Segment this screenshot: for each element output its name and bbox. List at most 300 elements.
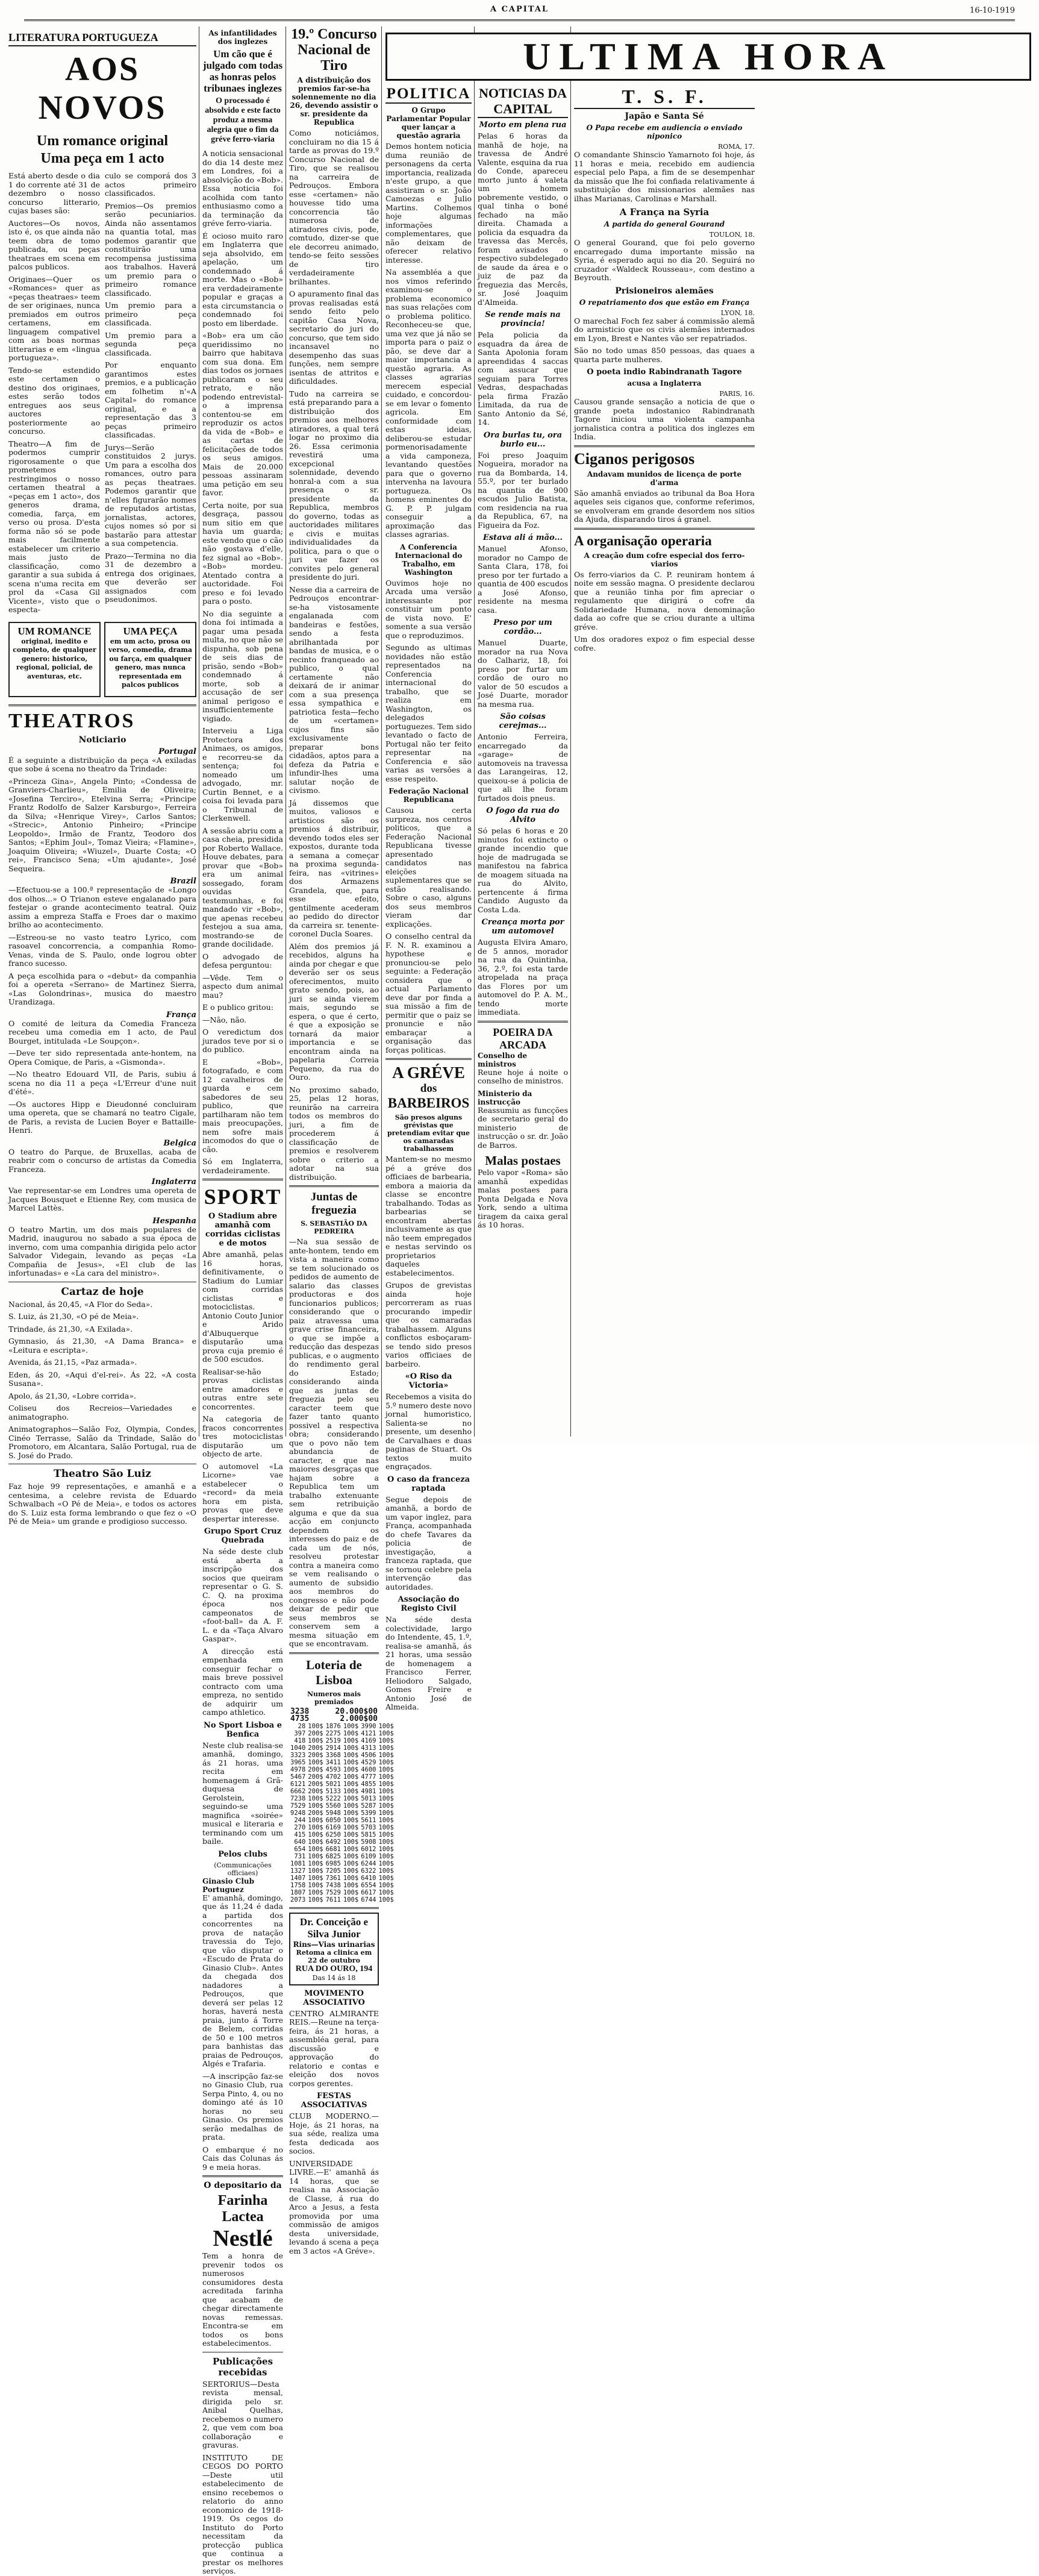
body-paragraph: Por enquanto garantimos estes premios, e a publicação em folhetim n'«A Capital» do romance original, e a representação das 3 peças primeiro classificadas.: [105, 360, 196, 439]
body-paragraph: SERTORIUS—Desta revista mensal, dirigida pelo sr. Anibal Quelhas, recebemos o numero 2, que vem com boa collaboração e gravuras.: [202, 2379, 283, 2449]
body-paragraph: Realisar-se-hão provas ciclistas entre amadores e outras entre sete concorrentes.: [202, 1367, 283, 1411]
subhead: A Conferencia Internacional do Trabalho, em Washington: [395, 542, 463, 577]
body-paragraph: O advogado de defesa perguntou:: [202, 951, 283, 970]
subhead: Associação do Registo Civil: [398, 1595, 460, 1613]
lottery-prize: 100$: [378, 1802, 394, 1810]
box-uma-peca: [104, 622, 196, 697]
lottery-prize: 100$: [378, 1860, 394, 1867]
lottery-prize: 100$: [343, 1867, 359, 1875]
section-festas: FESTAS ASSOCIATIVAS: [301, 2092, 367, 2110]
section-movimento: MOVIMENTO ASSOCIATIVO: [303, 1988, 365, 2007]
lottery-number: 270: [294, 1823, 306, 1831]
body-paragraph: Só em Inglaterra, verdadeiramente.: [202, 1157, 283, 1175]
lottery-number: 9248: [290, 1809, 306, 1817]
lottery-number: 7361: [325, 1874, 341, 1882]
lottery-prize: 100$: [308, 1794, 323, 1802]
lottery-top-table: [289, 1708, 379, 1723]
lottery-number: 3411: [325, 1758, 341, 1766]
doctor-hours: Das 14 ás 18: [312, 1973, 356, 1982]
body-paragraph: Augusta Elvira Amaro, de 5 annos, morador na rua da Quintinha, 36, 2.º, foi esta tarde atropelada na praça das Flores por um automovel do P. A. M., tendo morte immediata.: [478, 938, 568, 1017]
lottery-number: 6825: [325, 1852, 341, 1860]
body-paragraph: O general Gourand, que foi pelo governo encarregado duma importante missão na Syria, é esperado aqui no dia 20. Seguirá no cruzador «Waldeck Rousseau», com destino a Beyrouth.: [574, 238, 755, 282]
subhead: O fogo da rua do Alvito: [486, 806, 560, 824]
body-paragraph: Já dissemos que muitos, valiosos e artisticos são os premios á distribuir, devendo todos eles ser expostos, durante toda a semana a começar na proxima segunda-feira, nas «vitrines» dos Armazens Grandela, que, para esse efeito, gentilmente acederam ao pedido do director da carreira sr. tenente-coronel Ducla Soares.: [289, 798, 379, 938]
lottery-prize: 100$: [343, 1773, 359, 1781]
subhead: Morto em plena rua: [479, 121, 567, 130]
lottery-prize: 100$: [343, 1831, 359, 1838]
lottery-prize: 100$: [378, 1874, 394, 1882]
lottery-number: 4855: [361, 1780, 376, 1788]
body-paragraph: Os ferro-viarios da C. P. reuniram hontem á noite em sessão magna. O presidente declarou que a reunião tinha por fim apreciar o regulamento que dirigirá o cofre da Solidariedade Humana, nova denominação dada ao cofre que se criou durante a ultima gréve.: [574, 569, 755, 631]
body-paragraph: Causou grande sensação a noticia de que o grande poeta indostanico Rabindranath Tagore iniciou uma violenta campanha jornalistica contra a politica dos inglezes em India.: [574, 397, 755, 441]
body-paragraph: O embarque é no Cais das Colunas ás 9 e meia horas.: [202, 2145, 283, 2172]
dateline: TOULON, 18.: [709, 231, 755, 239]
body-paragraph: Nesse dia a carreira de Pedrouços encontrar-se-ha vistosamente engalanada com bandeiras e festões, sendo a festa abrilhantada por bandas de musica, e o recinto franqueado ao publico, o qual certamente não deixará de ir animar com a sua presença essa sympathica e patriotica festa—fecho de um «certamen» cujos fins são exclusivamente preparar bons cidadãos, aptos para a defeza da Patria e infundir-lhes uma salutar noção de civismo.: [289, 584, 379, 795]
lottery-prize: 100$: [378, 1852, 394, 1860]
lottery-row: [289, 1795, 395, 1802]
doctor-note: Retoma a clinica em 22 de outubro: [296, 1948, 372, 1964]
subhead: Preso por um cordão...: [493, 618, 552, 636]
lottery-row: [289, 1723, 395, 1730]
body-paragraph: O comité de leitura da Comedia Franceza recebeu uma comedia em 1 acto, de Paul Bourget, intitulada «Le Soupçon».: [8, 1018, 196, 1045]
lottery-prize: 100$: [343, 1766, 359, 1773]
body-paragraph: Um dos oradores expoz o fim especial desse cofre.: [574, 635, 755, 653]
body-paragraph: Pelas 6 horas da manhã de hoje, na travessa de André Valente, esquina da rua do Conde, apareceu morto junto á valeta um homem pobremente vestido, o qual tinha o boné fechado na mão direita. Chamada a policia da esquadra da travessa das Mercês, foram avisados o respectivo subdelegado de saude da área e o juiz de paz da freguezia das Mercês, sr. José Joaquim d'Almeida.: [478, 131, 569, 307]
body-paragraph: Na séde deste club está aberta a inscripção dos socios que queiram representar o G. S. C. Q. na proxima época nos campeonatos de «foot-ball» da A. F. L. e da «Taça Alvaro Gaspar».: [202, 1547, 283, 1643]
subhead-sao-luiz: Theatro São Luiz: [54, 1468, 151, 1480]
headline-line: A GRÉVE: [392, 1064, 465, 1082]
lottery-number: 4121: [361, 1729, 376, 1737]
subhead: São presos alguns grévistas que pretendiam evitar que os camaradas trabalhassem: [387, 1114, 470, 1153]
lottery-prize: 200$: [308, 1809, 323, 1817]
lottery-prize: 100$: [308, 1852, 323, 1860]
section-noticias: NOTICIAS DA CAPITAL: [478, 86, 568, 118]
lottery-prize: 100$: [308, 1823, 323, 1831]
lottery-row: [289, 1802, 395, 1810]
lottery-row: [289, 1889, 395, 1896]
lottery-number: 7205: [325, 1867, 341, 1875]
listing-line: Apolo, ás 21,30, «Lobre corrida».: [8, 1391, 136, 1400]
body-paragraph: São amanhã enviados ao tribunal da Boa Hora aqueles seis ciganos que, conforme referimos, se envolveram em grande desordem nos sitios da Ajuda, disparando tiros á granel.: [574, 488, 755, 524]
subhead: O Papa recebe em audiencia o enviado niponico: [586, 124, 743, 140]
body-paragraph: Na assembléa a que nos vimos referindo examinou-se o problema economico nas suas relações com o problema politico. Reconheceu-se que, uma vez que já não se importa para o paiz o pão, se deve dar a maior importancia a questão agraria. As classes agrarias merecem especial cuidado, e concordou-se em levar o fomento agricola. Em conformidade com estas ideias, deliberou-se estudar pormenorisadamente a vida camponeza, levantando questões para que o governo intervenha na lavoura portugueza. Os homens eminentes do G. P. P. julgam conseguir a aproximação das classes agrarias.: [385, 268, 472, 539]
lottery-number: 1040: [290, 1744, 306, 1752]
lottery-prize: 100$: [343, 1845, 359, 1853]
lottery-prize: 100$: [343, 1860, 359, 1867]
lottery-prize: 100$: [378, 1896, 394, 1904]
lottery-number: 654: [294, 1845, 306, 1853]
lottery-prize: 100$: [343, 1809, 359, 1817]
listing-line: Coliseu dos Recreios—Variedades e animatographo.: [8, 1403, 196, 1421]
country-label: Brazil: [170, 877, 196, 886]
subhead-romance: Um romance original: [36, 133, 169, 149]
body-paragraph: Neste club realisa-se amanhã, domingo, ás 21 horas, uma recita em homenagem á Grã-duquesa de Gerolstein, seguindo-se uma magnifica «soirée» musical e literaria e terminando com um baile.: [202, 1740, 283, 1846]
body-paragraph: Ouvimos hoje no Arcada uma versão interessante por constituir um ponto de vista novo. E' somente a sua versão que o reproduzimos.: [385, 578, 472, 640]
subhead: acusa a Inglaterra: [627, 379, 702, 387]
lottery-number: 7438: [325, 1881, 341, 1889]
lottery-number: 6121: [290, 1780, 306, 1788]
body-paragraph: Auctores—Os novos, isto é, os que ainda não teem obra de tomo publicada, ou peças theatraes em scena em palcos publicos.: [8, 218, 100, 271]
subhead-cartaz: Cartaz de hoje: [61, 1285, 144, 1298]
lottery-prize: 100$: [308, 1722, 323, 1730]
body-paragraph: O veredictum dos jurados teve por si o do publico.: [202, 1027, 283, 1054]
body-paragraph: Um premio para a primeiro peça classificada.: [105, 301, 196, 327]
body-paragraph: Causou certa surpreza, nos centros politicos, que a Federação Nacional Republicana tivesse apresentado candidatos nas eleições suplementares que se estão realisando. Sobre o caso, alguns dos seus membros vieram dar explicações.: [385, 806, 472, 929]
lottery-prize: 100$: [378, 1766, 394, 1773]
lottery-number: 6554: [361, 1881, 376, 1889]
lottery-prize: 200$: [308, 1787, 323, 1795]
headline-aos-novos: AOS NOVOS: [38, 51, 167, 127]
body-paragraph: INSTITUTO DE CEGOS DO PORTO—Deste util estabelecimento de ensino recebemos o relatorio do anno economico de 1918-1919. Os cegos do Instituto do Porto necessitam da protecção publica que continua a prestar os melhores serviços.: [202, 2452, 283, 2575]
lottery-row: [289, 1781, 395, 1788]
lottery-number: 5013: [361, 1794, 376, 1802]
lottery-number: 5611: [361, 1816, 376, 1824]
lottery-prize: 100$: [378, 1773, 394, 1781]
listing-line: Avenida, ás 21,15, «Paz armada».: [8, 1358, 137, 1367]
dateline: PARIS, 16.: [719, 390, 755, 398]
lottery-number: 4600: [361, 1766, 376, 1773]
body-paragraph: A peça escolhida para o «debut» da companhia foi a opereta «Serrano» de Martinez Sierra, «Las Golondrinas», musica do maestro Urandizaga.: [8, 971, 196, 1006]
lottery-number: 397: [294, 1729, 306, 1737]
body-paragraph: Reassumiu as funcções de secretario geral do ministerio de instrucção o sr. dr. João de Barros.: [478, 1105, 568, 1150]
column-rule: [381, 27, 382, 1437]
lottery-prize: 100$: [308, 1758, 323, 1766]
divider: [8, 704, 196, 706]
section-loteria: Loteria de Lisboa: [306, 1657, 362, 1687]
lottery-prize: 200$: [308, 1766, 323, 1773]
box-title: UMA PEÇA: [123, 625, 178, 637]
body-paragraph: E' amanhã, domingo, que ás 11,24 é dada a partida dos concorrentes na prova de natação travessia do Tejo, que vão disputar o «Escudo de Prata do Ginasio Club». Antes da chegada dos nadadores a Pedrouços, que deverá ser pelas 12 horas, haverá nesta praia, junto á Torre de Belem, corridas de 50 e 100 metros para banhistas das praias de Pedrouços, Algés e Trafaria.: [202, 1893, 283, 2068]
body-paragraph: Demos hontem noticia duma reunião de personagens da certa importancia, realizada n'este grupo, a que assistiram o sr. João Camoezas e Julio Martins. Colhemos hoje algumas informações complementares, que não deixam de oferecer relativo interesse.: [385, 142, 472, 265]
lottery-number: 1758: [290, 1881, 306, 1889]
lottery-prize: 100$: [343, 1888, 359, 1896]
lottery-number: 6244: [361, 1860, 376, 1867]
headline-organisacao: A organisação operaria: [574, 533, 712, 548]
lottery-prize: 100$: [308, 1881, 323, 1889]
lottery-prize: 100$: [308, 1896, 323, 1904]
body-paragraph: Interveiu a Liga Protectora dos Animaes, os amigos, e recorreu-se da sentença; foi nomeado um advogado, mr. Curtin Bennet, e a coisa foi levada para o Tribunal de Clerkenwell.: [202, 726, 283, 823]
body-paragraph: Jurys—Serão constituidos 2 jurys. Um para a escolha dos romances, outro para as peças theatraes. Podemos garantir que n'elles figurarão nomes de reputados artistas, jornalistas, actores, cujos nomes só por si bastarão para attestar a sua competencia.: [105, 442, 196, 548]
body-paragraph: —Efectuou-se a 100.ª representação de «Longo dos olhos...» O Trianon esteve engalanado para festejar o grande acontecimento teatral. Quiz assim a empreza Staffa e Froes dar o maximo brilho ao acontecimento.: [8, 885, 196, 929]
divider: [385, 1058, 472, 1060]
lottery-number: 6109: [361, 1852, 376, 1860]
subhead: Creança morta por um automovel: [481, 918, 564, 936]
body-paragraph: É a seguinte a distribuição da peça «A exiladas que sobe á scena no theatro da Trindade:: [8, 755, 196, 773]
lottery-table: [289, 1723, 395, 1904]
lottery-number: 418: [294, 1737, 306, 1744]
subhead: O Stadium abre amanhã com corridas ciclistas e de motos: [205, 1212, 281, 1248]
section-juntas: Juntas de freguezia: [310, 1191, 358, 1217]
divider: [574, 445, 755, 447]
body-paragraph: Vae representar-se em Londres uma opereta de Jacques Bousquet e Etienne Rey, com musica de Marcel Lattès.: [8, 1186, 196, 1212]
lottery-prize: 100$: [378, 1823, 394, 1831]
lottery-number: 7529: [290, 1802, 306, 1810]
lottery-number: 5021: [325, 1780, 341, 1788]
column-tsf: [574, 86, 1032, 1437]
country-label: Belgica: [163, 1138, 196, 1148]
column-noticias: [478, 86, 568, 1437]
lottery-prize: 100$: [308, 1737, 323, 1744]
subhead: A creação dum cofre especial dos ferro-viarios: [584, 551, 745, 568]
body-paragraph: —Vêde. Tem o aspecto dum animal mau?: [202, 973, 283, 1000]
lottery-number: 4313: [361, 1744, 376, 1752]
body-paragraph: O automovel «La Licorne» vae estabelecer o «record» da meia hora em pista, provas que deve despertar interesse.: [202, 1461, 283, 1523]
lottery-row: [289, 1853, 395, 1860]
subhead-malas: Malas postaes: [485, 1153, 561, 1168]
subhead-note: (Communicações officiaes): [214, 1861, 272, 1877]
masthead-name: A CAPITAL: [490, 5, 549, 14]
lottery-prize: 100$: [378, 1881, 394, 1889]
lottery-row: [289, 1896, 395, 1904]
lottery-prize: 100$: [378, 1838, 394, 1846]
lottery-prize: 100$: [308, 1860, 323, 1867]
subhead: Se rende mais na provincia!: [485, 310, 561, 328]
box-title: UM ROMANCE: [17, 625, 92, 637]
lottery-number: 4702: [325, 1773, 341, 1781]
lottery-number: 4981: [361, 1787, 376, 1795]
lottery-prize: 100$: [378, 1888, 394, 1896]
lottery-number: 6681: [325, 1845, 341, 1853]
lottery-number: 4777: [361, 1773, 376, 1781]
lottery-prize: 100$: [343, 1737, 359, 1744]
lottery-number: 6744: [361, 1896, 376, 1904]
ad-farinha: Farinha Lactea: [217, 2193, 268, 2225]
lottery-number: 1407: [290, 1874, 306, 1882]
lottery-number: 6050: [325, 1816, 341, 1824]
lottery-number: 5948: [325, 1809, 341, 1817]
body-paragraph: —Não, não.: [202, 1015, 247, 1024]
lottery-number: 5399: [361, 1809, 376, 1817]
column-rule: [570, 27, 571, 1437]
body-paragraph: UNIVERSIDADE LIVRE.—E' amanhã ás 14 horas, que se realisa na Associação de Classe, á rua do Arco a Jesus, a festa promovida por uma commissão de amigos desta universidade, levando á scena a peça em 3 actos «A Gréve».: [289, 2158, 379, 2255]
section-theatros: THEATROS: [8, 709, 136, 732]
lottery-row: [289, 1860, 395, 1867]
lottery-row: [289, 1824, 395, 1831]
lottery-number: 4978: [290, 1766, 306, 1773]
body-paragraph: Manuel Afonso, morador no Campo de Santa Clara, 178, foi preso por ter furtado a quantia de 400 escudos a José Afonso, residente na mesma casa.: [478, 544, 569, 615]
banner-text: ULTIMA HORA: [523, 35, 894, 78]
lottery-number: 4506: [361, 1751, 376, 1759]
lottery-prize: 100$: [378, 1780, 394, 1788]
lottery-row: [289, 1875, 395, 1882]
listing-line: Gymnasio, ás 21,30, «A Dama Branca» e «Leitura e escripta».: [8, 1337, 196, 1355]
body-paragraph: —Os auctores Hipp e Dieudonné concluiram uma opereta, que se chamará no teatro Cigale, de Paris, a revista de Lucien Boyer e Battaille-Henri.: [8, 1099, 196, 1135]
lottery-prize: 100$: [378, 1816, 394, 1824]
lottery-number: 6410: [361, 1874, 376, 1882]
club-name: Ginasio Club Portuguez: [202, 1876, 255, 1894]
body-paragraph: Certa noite, por sua desgraça, passou num sitio em que havia um guarda; este vendo que o cão não gostava d'elle, fez signal ao «Bob». «Bob» mordeu. Atentado contra a auctoridade. Foi preso e foi levado para o posto.: [202, 500, 283, 606]
lottery-prize: 100$: [343, 1838, 359, 1846]
body-paragraph: culo se comporá dos 3 actos primeiro classificados.: [105, 171, 196, 198]
dateline: LYON, 18.: [720, 309, 755, 317]
lottery-prize: 100$: [343, 1744, 359, 1752]
lottery-number: 3323: [290, 1751, 306, 1759]
section-sport: SPORT: [204, 1185, 282, 1209]
lottery-number: 3238: [290, 1706, 310, 1716]
country-label: França: [166, 1010, 196, 1020]
body-paragraph: Abre amanhã, pelas 16 horas, definitivamente, o Stadium do Lumiar com corridas ciclistas e motociclistas. Antonio Couto Junior e Arido d'Albuquerque disputarão uma prova cuja premio é de 500 escudos.: [202, 1250, 283, 1364]
body-paragraph: Um premio para a segunda peça classificada.: [105, 330, 196, 357]
subhead: A França na Syria: [619, 207, 710, 218]
subhead: No Sport Lisboa e Benfica: [204, 1720, 282, 1739]
body-paragraph: Como noticiámos, concluiram no dia 15 á tarde as provas do 19.º Concurso Nacional de Tiro, que se realisou na carreira de Pedrouços. Embora esse «certamen» não houvesse tido uma concorrencia tão numerosa de atiradores civis, pode, comtudo, dizer-se que ele decorreu animado, tendo-se feito sessões de tiro verdadeiramente brilhantes.: [289, 128, 379, 286]
body-paragraph: Premios—Os premios serão pecuniarios. Ainda não assentamos na quantia total, mas podemos garantir que constituirão uma recompensa justissima aos trabalhos. Haverá um premio para o primeiro romance classificado.: [105, 201, 196, 298]
lottery-prize: 100$: [308, 1831, 323, 1838]
lottery-row: [289, 1882, 395, 1889]
lottery-number: 3990: [361, 1722, 376, 1730]
divider: [574, 528, 755, 530]
lottery-prize: 100$: [343, 1780, 359, 1788]
lottery-number: 1807: [290, 1888, 306, 1896]
country-label: Inglaterra: [151, 1177, 196, 1186]
body-paragraph: Mantem-se no mesmo pé a gréve dos officiaes de barbearia, embora a maioria da classe se encontre trabalhando. Todas as barbearias se encontram abertas inclusivamente as que não teem empregados e nestas servindo os proprietarios daqueles estabelecimentos.: [385, 1155, 472, 1277]
subhead: Federação Nacional Republicana: [388, 787, 469, 804]
lottery-prize: 100$: [343, 1722, 359, 1730]
lottery-number: 7238: [290, 1794, 306, 1802]
lottery-prize: 20.000$00: [335, 1706, 378, 1716]
subhead: Andavam munidos de licença de porte d'arma: [587, 469, 742, 487]
lottery-number: 7529: [325, 1888, 341, 1896]
body-paragraph: —Estreou-se no vasto teatro Lyrico, com rasoavel concorrencia, a companhia Romo-Venas, vinda de S. Paulo, onde logrou obter franco sucesso.: [8, 932, 196, 968]
lottery-number: 6012: [361, 1845, 376, 1853]
lottery-row: [289, 1846, 395, 1853]
lottery-number: 6250: [325, 1831, 341, 1838]
subhead: São coisas cerejmas...: [499, 712, 547, 730]
lottery-row: [289, 1831, 395, 1838]
lottery-number: 5133: [325, 1787, 341, 1795]
headline-cao-julgado: Um cão que é julgado com todas as honras pelos tribunaes inglezes: [202, 48, 283, 94]
section-tsf: T. S. F.: [574, 86, 755, 109]
lottery-row: [289, 1766, 395, 1773]
lottery-number: 731: [294, 1852, 306, 1860]
listing-line: Animatographos—Salão Foz, Olympia, Condes, Cinéo Terrasse, Salão da Trindade, Salão do Promotoro, em Alcantara, Salão Portugal, rua de S. José do Prado.: [8, 1424, 196, 1460]
headline-line: BARBEIROS: [387, 1095, 470, 1111]
body-paragraph: O comandante Shinscio Yamarnoto foi hoje, ás 11 horas e meia, recebido em audiencia especial pelo Papa, a fim de se desempenhar da missão que lhe foi confiada relativamente á substituição dos missionarios alemães nas ilhas Marianas, Carolinas e Marshall.: [574, 150, 755, 203]
subhead: Grupo Sport Cruz Quebrada: [204, 1527, 282, 1545]
lottery-prize: 100$: [343, 1794, 359, 1802]
lottery-row: [289, 1773, 395, 1781]
country-label: Portugal: [158, 747, 196, 756]
lottery-number: 1327: [290, 1867, 306, 1875]
lottery-number: 2914: [325, 1744, 341, 1752]
body-paragraph: CENTRO ALMIRANTE REIS.—Reune na terça-feira, ás 21 horas, a assembléa geral, para discussão e approvação do relatorio e contas e eleição dos novos corpos gerentes.: [289, 2008, 379, 2088]
column-literatura: [8, 27, 196, 1526]
lottery-prize: 100$: [378, 1758, 394, 1766]
lottery-prize: 200$: [308, 1744, 323, 1752]
listing-line: Eden, ás 20, «Aqui d'el-rei». Ás 22, «A costa Susana».: [8, 1370, 196, 1388]
banner-ultima-hora: [385, 33, 1031, 81]
lottery-number: 1876: [325, 1722, 341, 1730]
lottery-number: 6492: [325, 1838, 341, 1846]
column-inglezes-sport: [202, 27, 283, 2575]
listing-line: S. Luiz, ás 21,30, «O pé de Meia».: [8, 1312, 139, 1321]
lottery-row: [289, 1867, 395, 1875]
lottery-number: 4735: [290, 1714, 310, 1723]
lottery-prize: 100$: [343, 1802, 359, 1810]
subhead: Conselho de ministros: [478, 1051, 528, 1068]
divider: [289, 1907, 379, 1909]
section-kicker: LITERATURA PORTUGUEZA: [8, 31, 196, 46]
lottery-number: 244: [294, 1816, 306, 1824]
body-paragraph: No dia seguinte a dona foi intimada a pagar uma pesada multa, no que não se dispunha, sob pena de seis dias de prisão, sendo «Bob» condemnado á morte, sob a accusação de ser animal perigoso e insufficientemente vigiado.: [202, 609, 283, 723]
ad-doctor: [289, 1913, 379, 1985]
country-label: Hespanha: [152, 1216, 196, 1226]
lottery-number: 6322: [361, 1867, 376, 1875]
lottery-prize: 100$: [378, 1831, 394, 1838]
lottery-prize: 100$: [343, 1816, 359, 1824]
body-paragraph: Tendo-se estendido este certamen o destino dos originaes, estes serão todos entregues aos seus auctores posteriormente ao concurso.: [8, 365, 100, 436]
lottery-row: [289, 1838, 395, 1846]
divider: [202, 2175, 283, 2177]
ad-nestle: Nestlé: [213, 2226, 273, 2251]
lottery-prize: 100$: [378, 1867, 394, 1875]
lottery-row: [289, 1817, 395, 1824]
lottery-row: [289, 1788, 395, 1795]
body-paragraph: Foi preso Joaquim Nogueira, morador na rua da Bombarda, 14, 55.º, por ter burlado na quantia de 900 escudos Julio Batista, com residencia na rua da Republica, 67, na Figueira da Foz.: [478, 450, 568, 530]
body-paragraph: No proximo sabado, 25, pelas 12 horas, reunirão na carreira todos os membros do juri, a fim de procederem á classificação de premios e resolverem sobre o criterio a adotar na sua distribuição.: [289, 1085, 379, 1182]
lottery-number: 5703: [361, 1823, 376, 1831]
lottery-prize: 100$: [378, 1737, 394, 1744]
subhead: Ora burlas tu, ora burlo eu...: [483, 430, 563, 449]
lottery-number: 4529: [361, 1758, 376, 1766]
body-paragraph: Na séde desta colectividade, largo do Intendente, 45, 1.º, realisa-se amanhã, ás 21 horas, uma sessão de homenagem a Francisco Ferrer, Heliodoro Salgado, Gomes Freire e Antonio José de Almeida.: [385, 1615, 472, 1711]
box-text: em um acto, prosa ou verso, comedia, drama ou farça, em qualquer genero, mas nunca representada em palcos publicos: [108, 637, 193, 689]
section-poeira: POEIRA DA ARCADA: [493, 1026, 553, 1051]
lottery-number: 640: [294, 1838, 306, 1846]
box-um-romance: [8, 622, 101, 697]
lottery-prize: 100$: [343, 1852, 359, 1860]
lottery-prize: 100$: [378, 1787, 394, 1795]
lottery-number: 5560: [325, 1802, 341, 1810]
subhead-processado: O processado é absolvido e este facto produz a mesma alegria que o fim da gréve ferro-viaria: [205, 96, 281, 144]
body-paragraph: Faz hoje 99 representações, e amanhã e a centesima, a celebre revista de Eduardo Schwalbach «O Pé de Meia», e todos os actores do S. Luiz esta forma lembrando o que fez o «O Pé de Meia» um grande e prodigioso successo.: [8, 1482, 196, 1526]
body-paragraph: A sessão abriu com a casa cheia, presidida por Roberto Wallace. Houve debates, para provar que «Bob» era um animal sossegado, foram ouvidas testemunhas, e foi mandado vir «Bob», que apenas recebeu festejou a sua ama, mostrando-se de grande docilidade.: [202, 826, 283, 948]
issue-date: 16-10-1919: [970, 6, 1015, 15]
body-paragraph: O teatro Martin, um dos mais populares de Madrid, inaugurou no sabado a sua época de inverno, com uma companhia dirigida pelo actor Salvador Videgain, levando as peças «La Compañia de Jesus», «El club de las infortunadas» e «La cara del ministro».: [8, 1224, 196, 1277]
lottery-number: 6617: [361, 1888, 376, 1896]
subhead: Prisioneiros alemães: [615, 286, 714, 296]
lottery-number: 6169: [325, 1823, 341, 1831]
headline-line: dos: [420, 1082, 437, 1095]
lottery-prize: 100$: [378, 1809, 394, 1817]
headline-greve: [385, 1064, 472, 1111]
subhead: A distribuição dos premios far-se-ha solennemente no dia 26, devendo assistir o sr. presidente da Republica: [290, 76, 378, 127]
lottery-prize: 100$: [378, 1794, 394, 1802]
body-paragraph: É ocioso muito raro em Inglaterra que seja absolvido, em apelação, um condemnado á morte. Mas o «Bob» era verdadeiramente popular e graças a esta circumstancia o condemnado foi posto em liberdade.: [202, 231, 283, 328]
body-paragraph: CLUB MODERNO.—Hoje, ás 21 horas, na sua séde, realiza uma festa dedicada aos socios.: [289, 2111, 379, 2155]
body-paragraph: Na categoria de fracos concorrentes tres motociclistas disputarão um objecto de arte.: [202, 1414, 283, 1458]
subhead: O caso da franceza raptada: [387, 1474, 470, 1493]
box-text: original, inedito e completo, de qualquer genero: historico, regional, policial, de aventuras, etc.: [13, 637, 96, 680]
doctor-address: RUA DO OURO, 194: [295, 1964, 373, 1973]
column-rule: [474, 27, 475, 1437]
lottery-number: 3368: [325, 1751, 341, 1759]
doctor-specialty: Rins—Vias urinarias: [293, 1940, 375, 1949]
lottery-prize: 200$: [308, 1773, 323, 1781]
doctor-name: Dr. Conceição e Silva Junior: [299, 1916, 369, 1940]
lottery-prize: 100$: [378, 1722, 394, 1730]
intro-paragraph: Está aberto desde o dia 1 do corrente até 31 de dezembro o nosso concurso litterario, cujas bases são:: [8, 171, 100, 215]
body-paragraph: Prazo—Termina no dia 31 de dezembro a entrega dos originaes, que deverão ser assignados com pseudonimos.: [105, 551, 196, 604]
lottery-number: 4593: [325, 1766, 341, 1773]
lottery-prize: 100$: [378, 1744, 394, 1752]
lottery-prize: 100$: [343, 1787, 359, 1795]
subhead: A partida do general Gourand: [604, 220, 725, 228]
body-paragraph: Só pelas 6 horas e 20 minutos foi extincto o grande incendio que hoje de madrugada se manifestou na fabrica de moagem situada na rua do Alvito, pertencente á firma Candido Augusto da Costa L.da.: [478, 826, 568, 914]
body-paragraph: Tem a honra de prevenir todos os numerosos consumidores desta acreditada farinha que acabam de chegar directamente novas remessas. Encontra-se em todos os bons estabelecimentos.: [202, 2251, 283, 2348]
body-paragraph: —A inscripção faz-se no Ginasio Club, rua Serpa Pinto, 4, ou no domingo até ás 10 horas no seu Ginasio. Os premios serão medalhas de prata.: [202, 2071, 283, 2142]
lottery-prize: 100$: [308, 1845, 323, 1853]
